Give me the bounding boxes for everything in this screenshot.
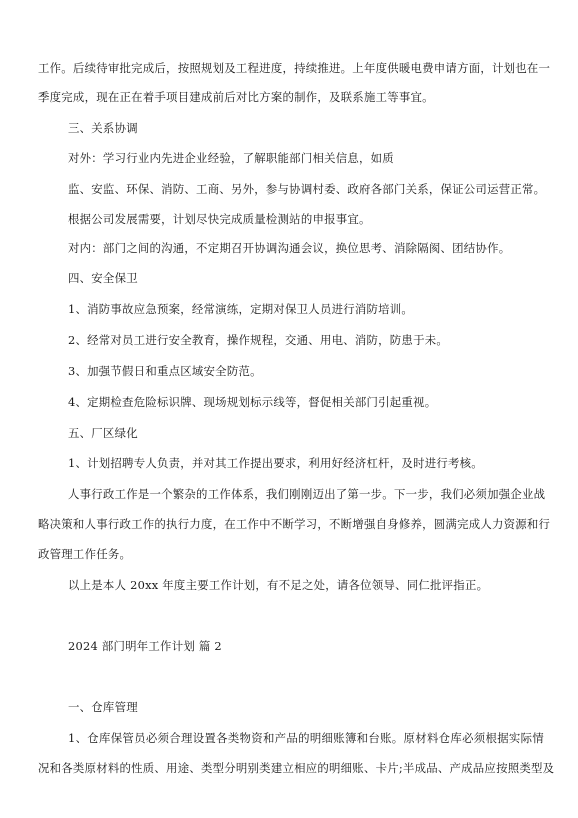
paragraph-line: 略决策和人事行政工作的执行力度，在工作中不断学习，不断增强自身修养，圆满完成人力资源和行 bbox=[38, 517, 551, 531]
list-item: 3、加强节假日和重点区域安全防范。 bbox=[68, 364, 262, 378]
section-heading: 三、关系协调 bbox=[68, 121, 138, 135]
paragraph-line: 对内：部门之间的沟通，不定期召开协调沟通会议，换位思考、消除隔阂、团结协作。 bbox=[68, 241, 511, 255]
paragraph-line: 以上是本人 20xx 年度主要工作计划，有不足之处，请各位领导、同仁批评指正。 bbox=[68, 578, 489, 592]
section-heading: 一、仓库管理 bbox=[68, 700, 138, 714]
paragraph-line: 对外：学习行业内先进企业经验，了解职能部门相关信息，如质 bbox=[68, 151, 394, 165]
paragraph-line: 工作。后续待审批完成后，按照规划及工程进度，持续推进。上年度供暖电费申请方面，计划也在一 bbox=[38, 61, 551, 75]
paragraph-line: 季度完成，现在正在着手项目建成前后对比方案的制作，及联系施工等事宜。 bbox=[38, 90, 434, 104]
document-subtitle: 2024 部门明年工作计划 篇 2 bbox=[68, 639, 222, 653]
paragraph-line: 况和各类原材料的性质、用途、类型分明别类建立相应的明细账、卡片;半成品、产成品应按照类型及 bbox=[38, 761, 555, 775]
list-item: 1、计划招聘专人负责，并对其工作提出要求，利用好经济杠杆，及时进行考核。 bbox=[68, 456, 483, 470]
list-item: 4、定期检查危险标识牌、现场规划标示线等，督促相关部门引起重视。 bbox=[68, 395, 437, 409]
paragraph-line: 根据公司发展需要，计划尽快完成质量检测站的申报事宜。 bbox=[68, 212, 371, 226]
paragraph-line: 人事行政工作是一个繁杂的工作体系，我们刚刚迈出了第一步。下一步，我们必须加强企业战 bbox=[68, 487, 546, 501]
paragraph-line: 政管理工作任务。 bbox=[38, 547, 132, 561]
list-item: 1、消防事故应急预案，经常演练，定期对保卫人员进行消防培训。 bbox=[68, 302, 414, 316]
section-heading: 四、安全保卫 bbox=[68, 271, 138, 285]
section-heading: 五、厂区绿化 bbox=[68, 426, 138, 440]
list-item: 2、经常对员工进行安全教育，操作规程，交通、用电、消防，防患于未。 bbox=[68, 333, 448, 347]
paragraph-line: 监、安监、环保、消防、工商、另外，参与协调村委、政府各部门关系，保证公司运营正常。 bbox=[68, 182, 546, 196]
paragraph-line: 1、仓库保管员必须合理设置各类物资和产品的明细账簿和台账。原材料仓库必须根据实际情 bbox=[68, 731, 544, 745]
